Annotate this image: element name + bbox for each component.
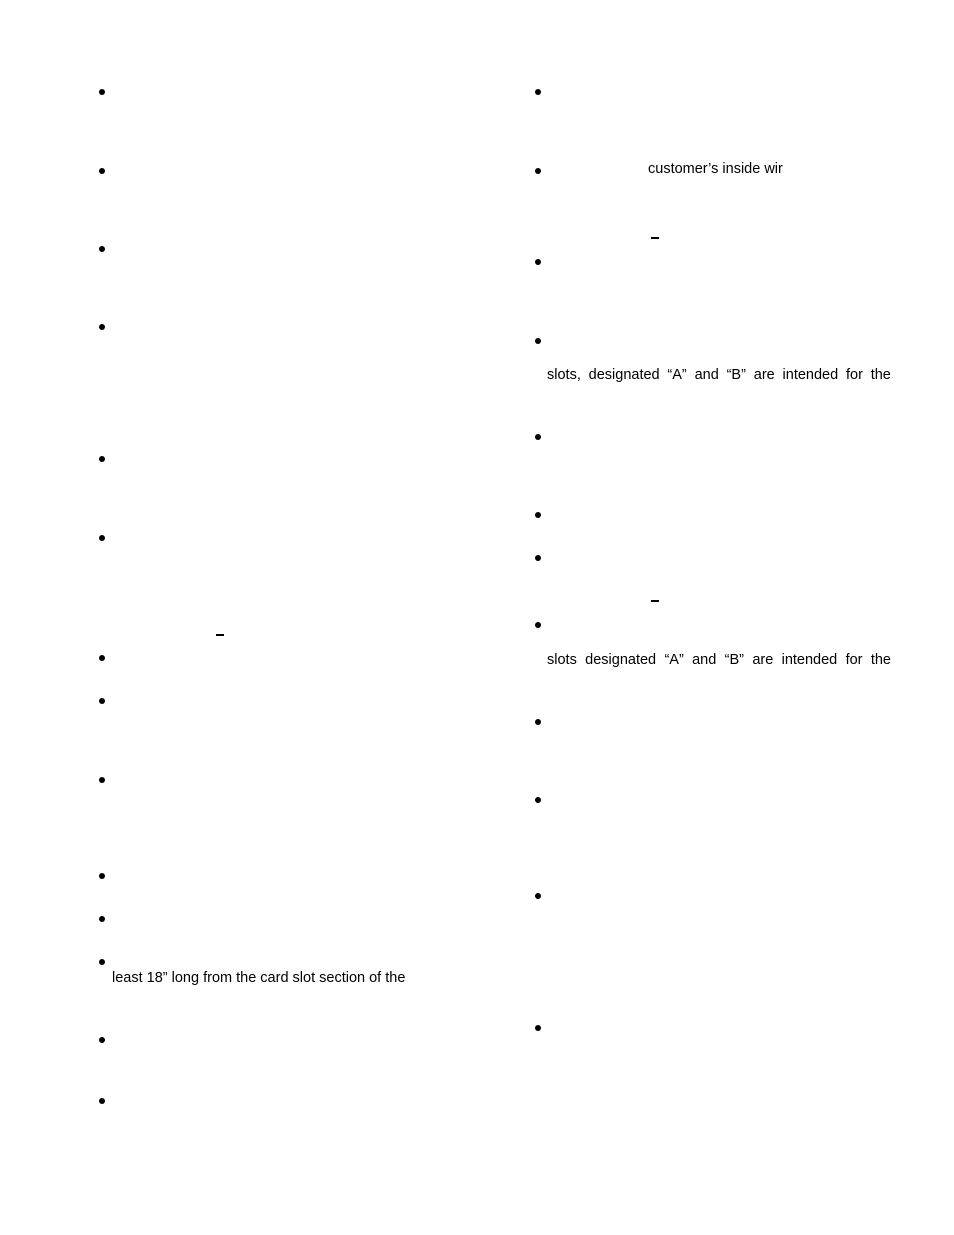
bullet-icon [99,168,105,174]
bullet-icon [535,89,541,95]
word: designated [585,652,657,668]
text-fragment-least-18: least 18” long from the card slot section of the [112,970,406,986]
word: slots [547,652,577,668]
word: intended [782,367,839,383]
bullet-icon [535,338,541,344]
bullet-icon [535,259,541,265]
text-fragment-slots-designated-1 [547,367,891,384]
word: for [845,367,863,383]
bullet-icon [535,622,541,628]
word: for [845,652,863,668]
bullet-icon [535,893,541,899]
word: are [752,652,774,668]
word: the [870,652,891,668]
bullet-icon [99,1037,105,1043]
bullet-icon [99,324,105,330]
word: and [692,652,717,668]
bullet-icon [535,512,541,518]
bullet-icon [99,89,105,95]
text-fragment-slots-designated-2 [547,652,891,669]
bullet-icon [99,246,105,252]
bullet-icon [99,916,105,922]
word: are [753,367,775,383]
bullet-icon [99,1098,105,1104]
right-column [477,0,954,1235]
bullet-icon [535,1025,541,1031]
bullet-icon [99,655,105,661]
word: “A” [667,367,687,383]
bullet-icon [99,777,105,783]
word: “B” [724,652,744,668]
word: “A” [664,652,684,668]
bullet-icon [99,873,105,879]
bullet-icon [535,797,541,803]
bullet-icon [99,535,105,541]
bullet-icon [535,434,541,440]
bullet-icon [99,959,105,965]
word: the [870,367,891,383]
word: slots, [547,367,581,383]
text-fragment-customer-inside-wir: customer’s inside wir [648,161,783,177]
bullet-icon [99,698,105,704]
bullet-icon [99,456,105,462]
word: designated [588,367,660,383]
word: and [694,367,719,383]
bullet-icon [535,168,541,174]
dash-mark [651,600,659,602]
word: “B” [726,367,746,383]
dash-mark [216,634,224,636]
bullet-icon [535,719,541,725]
dash-mark [651,237,659,239]
word: intended [781,652,838,668]
bullet-icon [535,555,541,561]
